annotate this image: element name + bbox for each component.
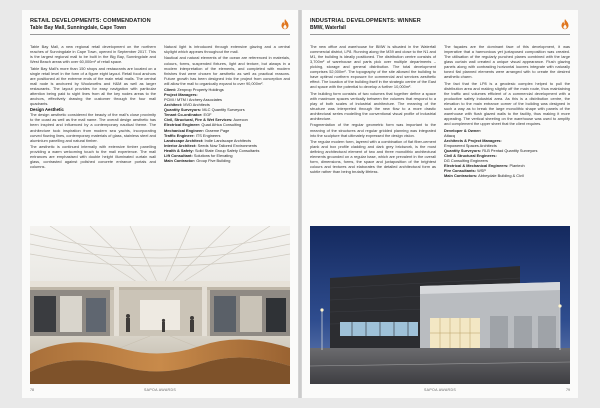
right-category: INDUSTRIAL DEVELOPMENTS: WINNER (310, 18, 421, 24)
left-page-header (30, 18, 290, 40)
paragraph: Fragmentation of the regular geometric form was important to the meaning of the structures and regular gridded planning was integrated into the sculpture that ultimately expressed the design vision. (310, 122, 436, 138)
section-heading: Design Aesthetic (30, 107, 64, 113)
left-project-title: Table Bay Mall, Sunningdale, Cape Town (30, 25, 127, 31)
left-footer (30, 388, 290, 394)
warehouse-building-photo (310, 226, 570, 384)
credit-line: Architects & Project Managers: (444, 137, 502, 143)
paragraph: Table Bay Mall, a new regional retail development on the northern reaches of Sunningdale in Cape Town, opened in September 2017. This is the largest regional mall to be built in the Big Bay, Sunningdale and West Beach areas with over 60,000m² of retail space. (30, 44, 156, 65)
credit-line: Empowered Spaces Architects (444, 142, 497, 148)
credit-line: Main Contractor: Group Five Building (164, 157, 231, 163)
mall-interior-photo (30, 226, 290, 384)
paragraph: The aesthetic is continued internally with extensive timber panelling providing a warm welcoming touch to the mall experience. The mall entrances are emphasised with double height illuminated curtain wall glass, contrasted against polished concrete entrance portals and columns. (30, 144, 156, 170)
credit-line: Traffic Engineer: ITS Engineers (164, 132, 221, 138)
credit-line: Electrical & Mechanical Engineers: Plantech (444, 162, 525, 168)
credit-line: Developer & Owner: (444, 127, 482, 133)
footer-label: SAPOA AWARDS (423, 388, 457, 392)
page-number: 79 (566, 388, 570, 392)
flame-logo-icon (280, 18, 290, 30)
right-project-title: BMW, Waterfall (310, 25, 346, 31)
footer-label: SAPOA AWARDS (143, 388, 177, 392)
left-column-1 (30, 44, 156, 222)
paragraph: The façades are the dominant face of this development, it was imperative that a harmonious yet juxtaposed composition was created. The utilisation of the regularly punched planes combined with the large glass curtain wall created a unique visual appearance. Flush glazing panels along with contrasting horizontal louvres integrate with naturally toned flat planned elements were arranged with to create the desired aesthetic charm. (444, 44, 570, 80)
left-column-2 (164, 44, 290, 222)
credit-line: Interior Architect: Seeds Now Tailored Environments (164, 142, 257, 148)
paragraph: The new office and warehouse for BMW is situated in the Waterfall commercial district, LP8. Running along the M39 and close to the N1 and M1, the building is ideally positioned. The distribution centre consists of 3,700m² of warehouse and parts pick over multiple departments – picking, storage and general distribution. The total development comprises 52,000m². The topography of the site allowed the building to have optimal northern exposure for commercial and services aesthetic effect. The location of the building itself in the strategic centre of the East and space with the potential to develop a further 10,000m². (310, 44, 436, 90)
paragraph: Table Bay Mall's more than 150 shops and restaurants are located on a single retail level in the form of a figure eight layout. Retail food anchors are positioned at the extreme ends of the main retail malls. The central mall node is anchored by Woolworths and H&M as well as larger restaurants. The layout provides for easy navigation with particular attention being paid to sight lines from all the key nodes areas to the anchors, effectively drawing the customer through the four mall quadrants. (30, 65, 156, 106)
right-column-1 (310, 44, 436, 222)
right-footer (310, 388, 570, 394)
credit-line: PCMI / MTM / Archery Associates (164, 97, 222, 103)
credit-line: DG Consulting Engineers (444, 157, 488, 163)
credits-list (164, 87, 290, 163)
credit-line: Client: Zenprop Property Holdings (164, 87, 224, 93)
credit-line: Architect: MVD Architects (164, 102, 210, 108)
right-page-header (310, 18, 570, 40)
left-category: RETAIL DEVELOPMENTS: COMMENDATION (30, 18, 151, 24)
paragraph: The fact that the LP8 is a geodesic complex helped to pull the distribution area and making slightly off the main route, thus maintaining the traffic and volumes efficient of a commercial development with a productive safety industrial area. As this is a distribution centre, the elevation to the main entrance corner of the building was designed in such a way as to break the large monolithic shape with panels of the warehouse with flush glazed walls to the facility, thus making it more appealing. The vertical sheeting on the warehouse was used to amplify and complement the upper sheet that the client requires. (444, 80, 570, 127)
credits-list (444, 128, 570, 178)
credit-line: Civil, Structural, Fire & Wet Services: Aurecon (164, 117, 248, 123)
page-number: 78 (30, 388, 34, 392)
credit-line: Fire Consultants: WSP (444, 167, 486, 173)
header-rule (310, 34, 570, 35)
left-page (22, 10, 298, 398)
credit-line: Main Contractors: Abbeydale Building & Civil (444, 172, 524, 178)
credit-line: Tenant Co-ordinator: EGF (164, 112, 212, 118)
paragraph: The regular modern form, layered with a combination of flat fiber-cement plank and box profile cladding and dark grey brickwork, is the most defining architectural element of two and three monolithic architectural elements grounded on a regular base, which are prevalent in the overall form, dimensions, forms, the space and juxtaposition of the brightest colours and textures and elaborates the detailed architectural form as subtle rather than being brutally lifeless. (310, 139, 436, 175)
credit-line: Electrical Engineer: Quad Africa Consulting (164, 122, 242, 128)
credit-line: Mechanical Engineer: Graeme Page (164, 127, 230, 133)
credit-line: Civil & Structural Engineers: (444, 152, 497, 158)
flame-logo-icon (560, 18, 570, 30)
paragraph: Natural light is introduced through extensive glazing and a central skylight which appears throughout the mall. (164, 44, 290, 55)
credit-line: Attacq (444, 132, 456, 138)
paragraph: Nautical and natural elements of the ocean are referenced in materials, colours, forms, suspended fixtures, light and texture, but always in a modern interpretation of the elements, and completed with modern finishes that were chosen for aesthetic as well as practical reasons. Future growth has been designed into the project from conception and will allow the mall to organically expand to over 90,000m². (164, 55, 290, 86)
header-rule (30, 34, 290, 35)
paragraph: The building form consists of two volumes that together define a space with maximum spaces vertically between the volumes that respond to a play of both scales of industrial architecture. The meaning of the structure was interpreted through the new flow to a more drastic architectural series modelling the conventional visual profile of industrial architecture. (310, 90, 436, 122)
paragraph: The design aesthetic considered the beauty of the mall's close proximity to the coast as well as the mall name. The overall design aesthetic has been inspired and influenced by a contemporary nautical theme. The architecture took inspiration from modern sea yachts, incorporating curved flowing lines, contemporary materials of glass, stainless steel and aluminium panelling and natural timber. (30, 112, 156, 143)
right-page (302, 10, 578, 398)
credit-line: Health & Safety: Solid State Group Safety Consultants (164, 147, 260, 153)
credit-line: Lift Consultant: Solutions for Elevating (164, 152, 233, 158)
right-column-2 (444, 44, 570, 222)
credit-line: Quantity Surveyors: RLB Pentad Quantity Surveyors (444, 147, 538, 153)
credit-line: Quantity Surveyors: MLC Quantity Surveyors (164, 107, 245, 113)
credit-line: Project Managers: (164, 92, 198, 98)
credit-line: Landscape Architect: Indie Landscape Architects (164, 137, 252, 143)
